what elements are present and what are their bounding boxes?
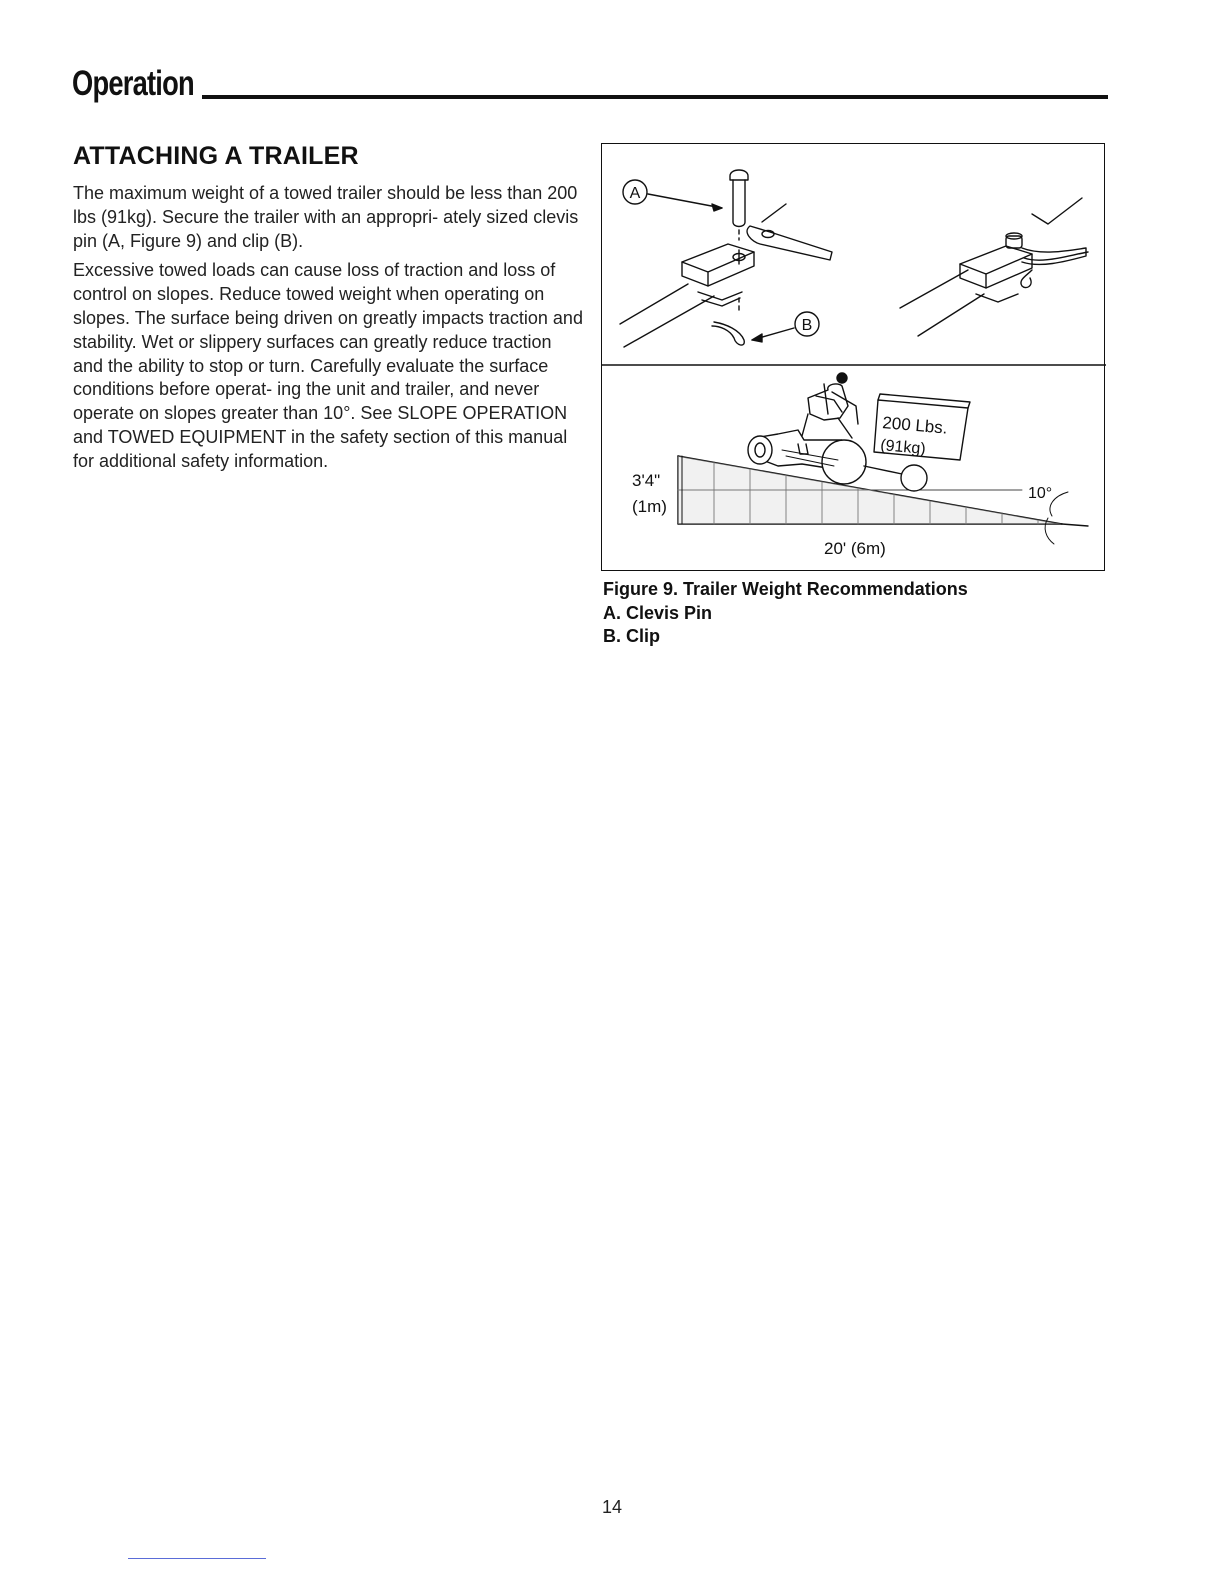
slope-height-label: 3'4" <box>632 471 661 490</box>
header-rule <box>202 95 1108 99</box>
section-heading: ATTACHING A TRAILER <box>73 142 359 170</box>
figure-9 <box>601 143 1105 571</box>
callout-a-label: A <box>629 185 641 202</box>
section-header-title: Operation <box>72 64 194 103</box>
slope-height-metric: (1m) <box>632 497 667 516</box>
trailer-weight-label: 200 Lbs. <box>881 413 949 438</box>
trailer-weight-metric: (91kg) <box>879 437 927 458</box>
page-number: 14 <box>601 1497 623 1517</box>
hitch-exploded-drawing <box>620 170 832 347</box>
slope-diagram <box>678 373 1088 544</box>
page-header <box>72 66 1108 106</box>
figure-caption <box>603 578 968 649</box>
paragraph-weight-limit: The maximum weight of a towed trailer should be less than 200 lbs (91kg). Secure the trailer with an appropri- ately sized clevis pin (A, Figure 9) and clip (B). <box>73 183 579 251</box>
figure-illustration <box>602 144 1106 572</box>
callout-b-label: B <box>801 317 813 334</box>
caption-title: Figure 9. Trailer Weight Recommendations <box>603 579 968 599</box>
caption-item-a: A. Clevis Pin <box>603 602 713 623</box>
hitch-assembled-drawing <box>900 198 1088 336</box>
slope-length-label: 20' (6m) <box>824 539 886 558</box>
footer-line <box>128 1558 266 1559</box>
caption-item-b: B. Clip <box>603 626 660 646</box>
body-text <box>73 182 583 480</box>
paragraph-slope-warning: Excessive towed loads can cause loss of traction and loss of control on slopes. Reduce towed weight when operating on slopes. The surface being driven on greatly impacts traction and stability. Wet or slippery surfaces can greatly reduce traction and the ability to stop or turn. Carefully evaluate the surface conditions before operat- ing the unit and trailer, and never operate on slopes greater than 10°. See SLOPE OPERATION and TOWED EQUIPMENT in the safety section of this manual for additional safety information. <box>73 260 583 471</box>
slope-angle-label: 10° <box>1028 485 1053 502</box>
